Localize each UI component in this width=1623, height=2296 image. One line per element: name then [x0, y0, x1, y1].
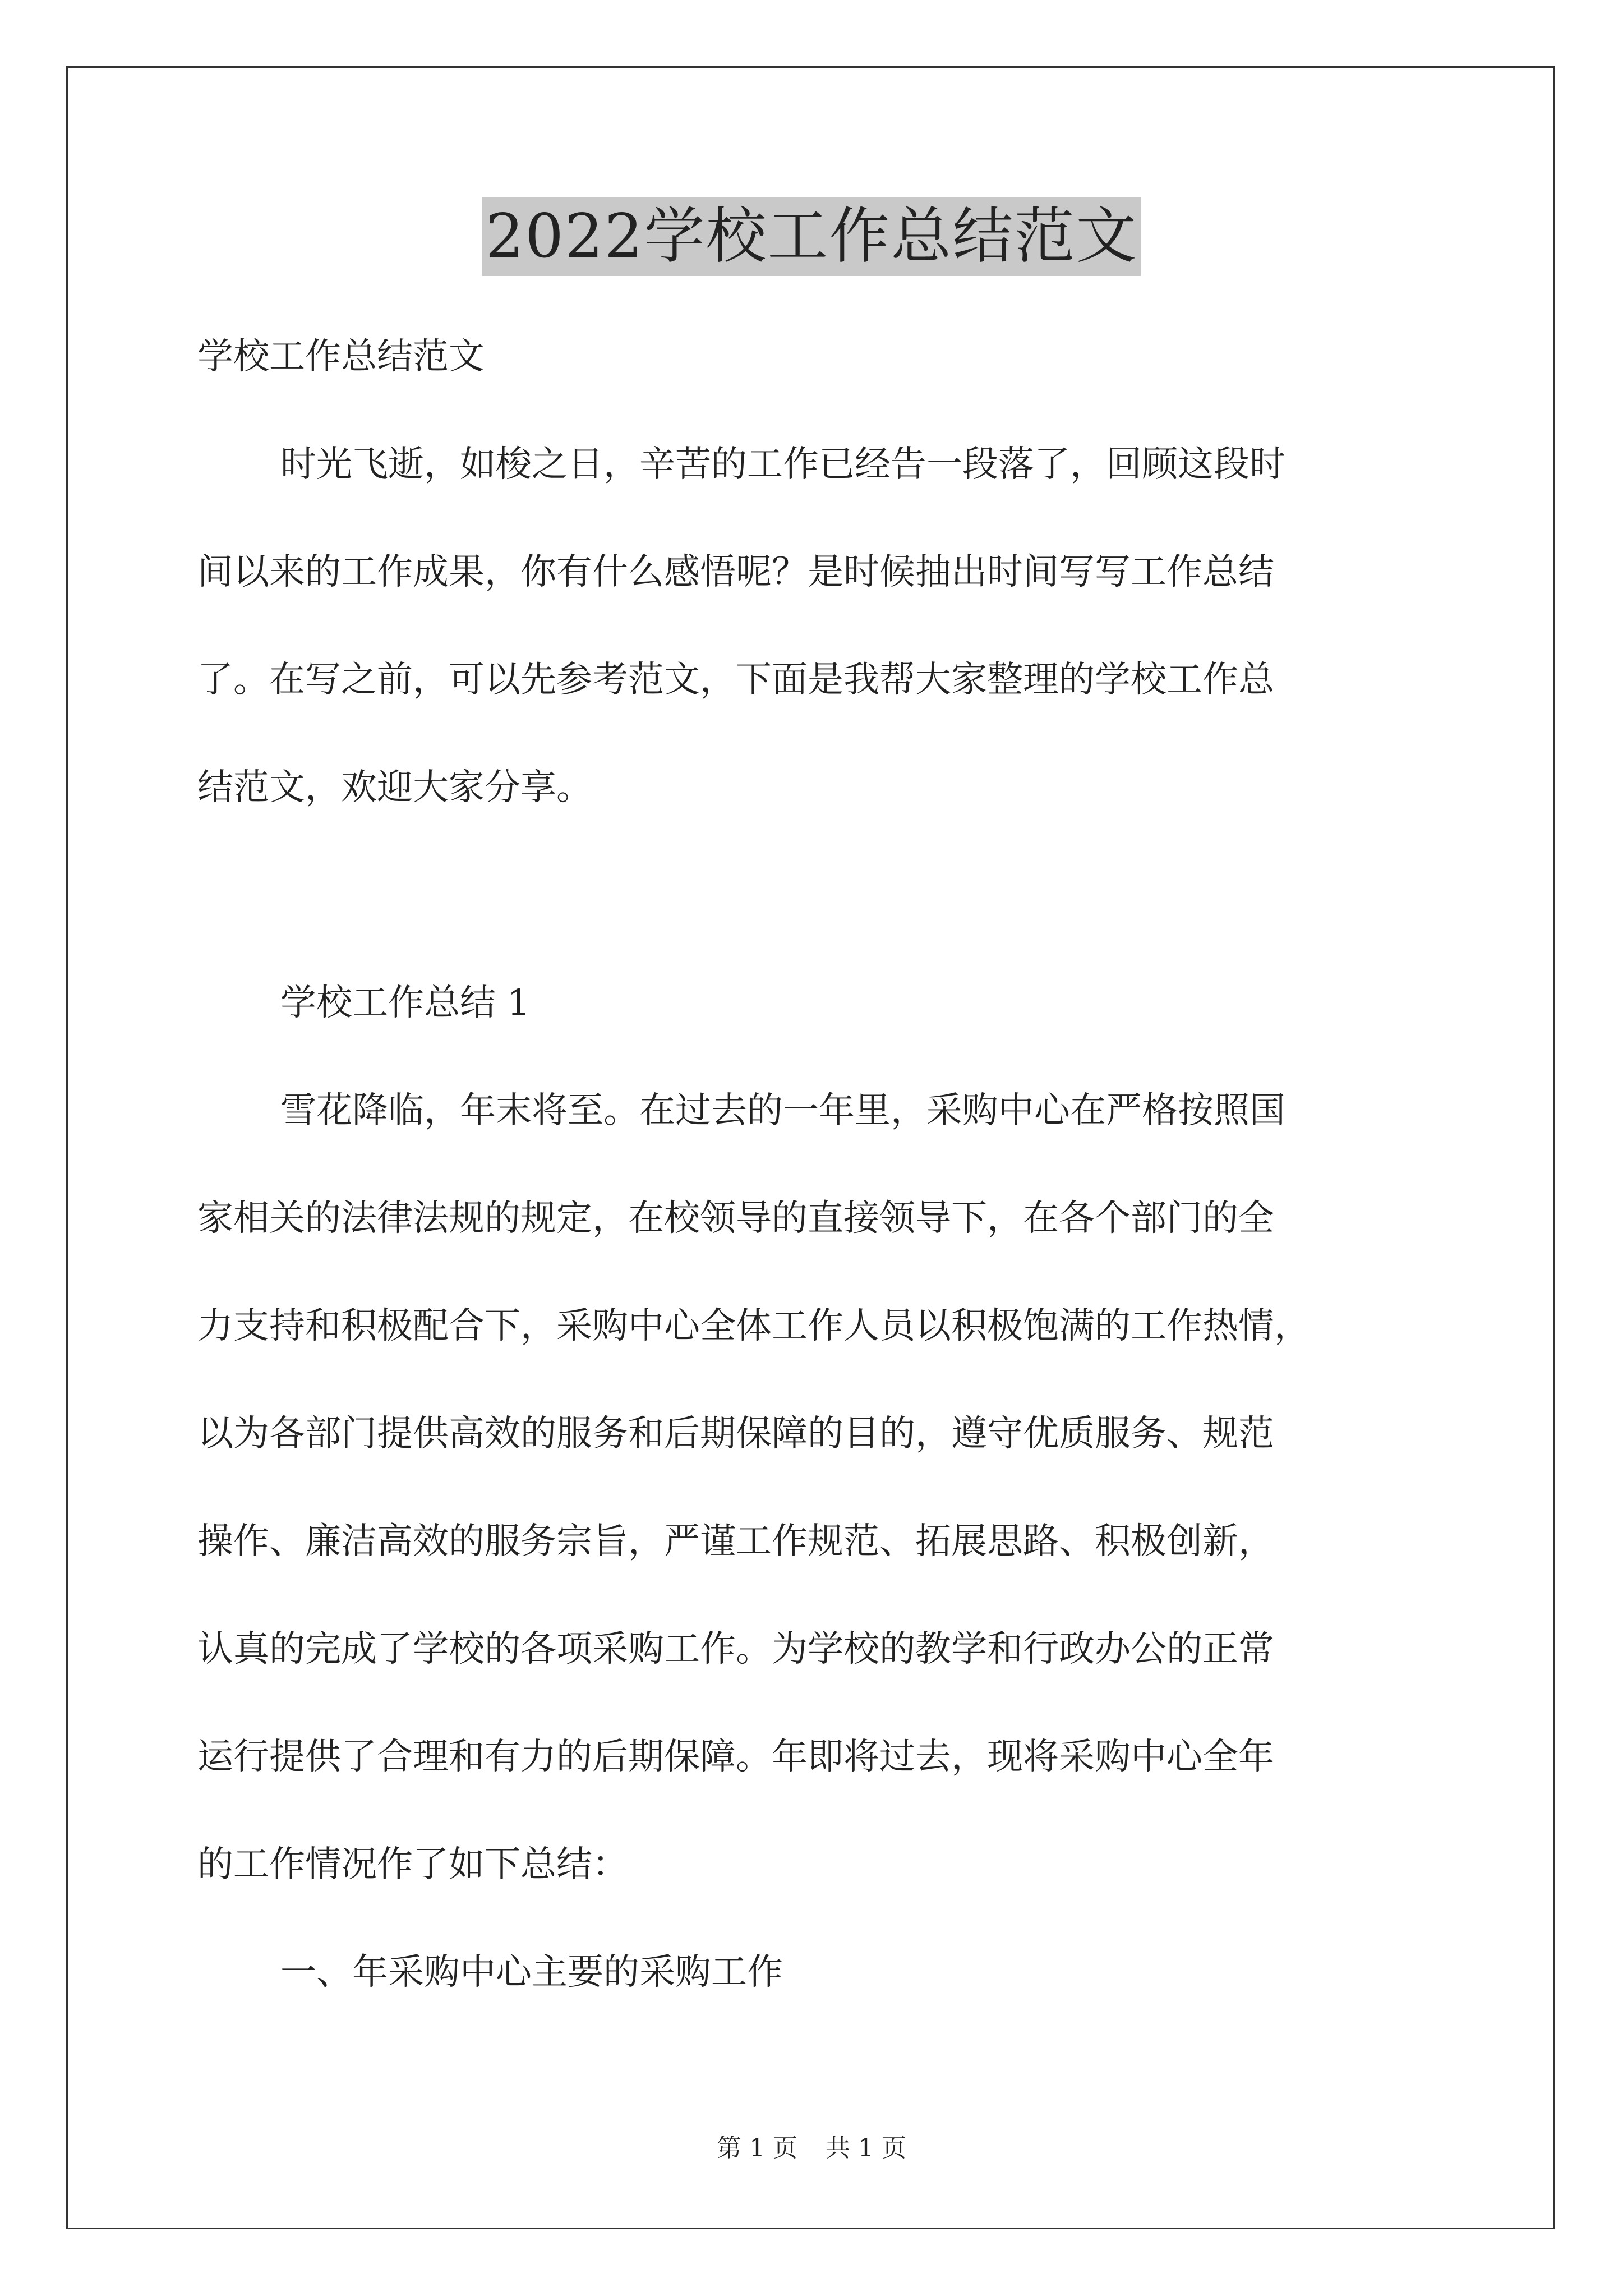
- page-total: 共 1 页: [826, 2134, 906, 2162]
- section-line: 力支持和积极配合下，采购中心全体工作人员以积极饱满的工作热情，: [197, 1305, 1310, 1347]
- intro-line: 时光飞逝，如梭之日，辛苦的工作已经告一段落了，回顾这段时: [280, 444, 1285, 485]
- section-line: 的工作情况作了如下总结：: [197, 1844, 628, 1885]
- intro-line: 间以来的工作成果，你有什么感悟呢？是时候抽出时间写写工作总结: [197, 551, 1274, 593]
- intro-line: 结范文，欢迎大家分享。: [197, 767, 592, 808]
- section-line: 雪花降临，年末将至。在过去的一年里，采购中心在严格按照国: [280, 1090, 1285, 1131]
- document-title: 2022学校工作总结范文: [482, 197, 1141, 276]
- title-container: [0, 197, 1623, 276]
- document-subtitle: 学校工作总结范文: [197, 336, 485, 378]
- section-line: 以为各部门提供高效的服务和后期保障的目的，遵守优质服务、规范: [197, 1413, 1274, 1455]
- intro-line: 了。在写之前，可以先参考范文，下面是我帮大家整理的学校工作总: [197, 659, 1274, 701]
- page-number: 第 1 页: [717, 2134, 797, 2162]
- section-heading: 学校工作总结 1: [280, 982, 531, 1024]
- section-line: 家相关的法律法规的规定，在校领导的直接领导下，在各个部门的全: [197, 1198, 1274, 1239]
- document-body: [197, 303, 1431, 2026]
- paragraph-gap: [197, 841, 1431, 949]
- section-line: 认真的完成了学校的各项采购工作。为学校的教学和行政办公的正常: [197, 1628, 1274, 1670]
- section-line: 操作、廉洁高效的服务宗旨，严谨工作规范、拓展思路、积极创新，: [197, 1521, 1274, 1562]
- page-footer: [0, 2132, 1623, 2165]
- section-line: 运行提供了合理和有力的后期保障。年即将过去，现将采购中心全年: [197, 1736, 1274, 1778]
- sub-heading: 一、年采购中心主要的采购工作: [280, 1952, 783, 1993]
